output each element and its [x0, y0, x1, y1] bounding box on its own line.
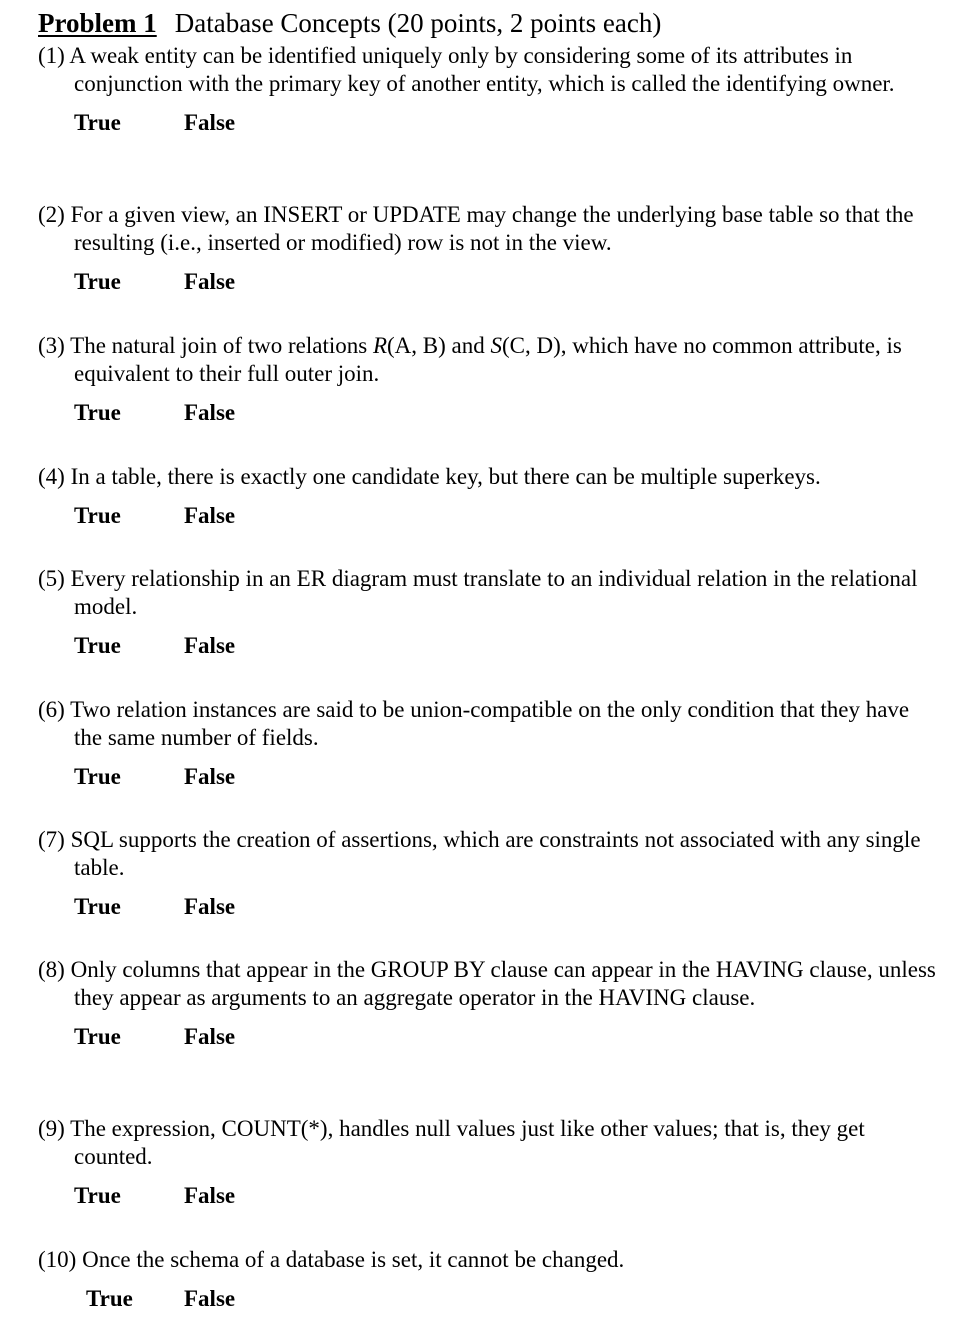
- question-text: [38, 826, 938, 882]
- true-option[interactable]: True: [74, 503, 121, 528]
- answer-options: [38, 1183, 938, 1211]
- question-number: (6): [38, 697, 65, 722]
- question-body: SQL supports the creation of assertions, which are constraints not associated with any single table.: [70, 827, 921, 880]
- question-text: [38, 1246, 938, 1274]
- question-number: (2): [38, 202, 65, 227]
- question-text: [38, 696, 938, 752]
- question-body: For a given view, an INSERT or UPDATE may change the underlying base table so that the resulting (i.e., inserted or modified) row is not in the view.: [70, 202, 914, 255]
- false-option[interactable]: False: [184, 894, 236, 919]
- question-number: (8): [38, 957, 65, 982]
- true-option[interactable]: True: [74, 110, 121, 135]
- question-text: [38, 201, 938, 257]
- question-body-end: (C, D), which have no common attribute, is equivalent to their full outer join.: [74, 333, 902, 386]
- question-number: (1): [38, 43, 65, 68]
- answer-options: [38, 764, 938, 792]
- relation-s: S: [490, 333, 502, 358]
- answer-options: [38, 400, 938, 428]
- answer-options: [38, 1286, 938, 1314]
- question-body: Every relationship in an ER diagram must translate to an individual relation in the relational model.: [70, 566, 918, 619]
- question-3: [38, 332, 938, 428]
- question-4: [38, 463, 938, 531]
- question-7: [38, 826, 938, 922]
- question-number: (5): [38, 566, 65, 591]
- false-option[interactable]: False: [184, 764, 236, 789]
- question-body: A weak entity can be identified uniquely only by considering some of its attributes in conjunction with the primary key of another entity, which is called the identifying owner.: [69, 43, 895, 96]
- false-option[interactable]: False: [184, 1183, 236, 1208]
- answer-options: [38, 1024, 938, 1052]
- question-number: (7): [38, 827, 65, 852]
- question-text: [38, 956, 938, 1012]
- question-text: [38, 463, 938, 491]
- true-option[interactable]: True: [74, 894, 121, 919]
- question-6: [38, 696, 938, 792]
- problem-label: Problem 1: [38, 8, 157, 38]
- true-option[interactable]: True: [74, 1183, 121, 1208]
- false-option[interactable]: False: [184, 633, 236, 658]
- question-5: [38, 565, 938, 661]
- question-body-start: The natural join of two relations: [70, 333, 373, 358]
- problem-header: [38, 8, 661, 39]
- question-body-mid: (A, B) and: [387, 333, 491, 358]
- false-option[interactable]: False: [184, 503, 236, 528]
- question-10: [38, 1246, 938, 1314]
- true-option[interactable]: True: [74, 400, 121, 425]
- question-number: (4): [38, 464, 65, 489]
- question-1: [38, 42, 938, 138]
- false-option[interactable]: False: [184, 400, 236, 425]
- problem-title: Database Concepts (20 points, 2 points each): [174, 8, 662, 38]
- relation-r: R: [372, 333, 387, 358]
- question-9: [38, 1115, 938, 1211]
- answer-options: [38, 633, 938, 661]
- true-option[interactable]: True: [74, 269, 121, 294]
- question-body: Only columns that appear in the GROUP BY clause can appear in the HAVING clause, unless they appear as arguments to an aggregate operator in the HAVING clause.: [70, 957, 936, 1010]
- question-body: The expression, COUNT(*), handles null values just like other values; that is, they get counted.: [70, 1116, 865, 1169]
- false-option[interactable]: False: [184, 1286, 236, 1311]
- question-text: [38, 1115, 938, 1171]
- true-option[interactable]: True: [74, 1024, 121, 1049]
- question-text: [38, 565, 938, 621]
- question-body: Two relation instances are said to be union-compatible on the only condition that they have the same number of fields.: [70, 697, 910, 750]
- answer-options: [38, 503, 938, 531]
- false-option[interactable]: False: [184, 1024, 236, 1049]
- false-option[interactable]: False: [184, 269, 236, 294]
- question-number: (3): [38, 333, 65, 358]
- question-number: (9): [38, 1116, 65, 1141]
- question-body: Once the schema of a database is set, it cannot be changed.: [82, 1247, 625, 1272]
- answer-options: [38, 110, 938, 138]
- question-text: [38, 332, 938, 388]
- question-body: In a table, there is exactly one candidate key, but there can be multiple superkeys.: [70, 464, 821, 489]
- question-8: [38, 956, 938, 1052]
- question-2: [38, 201, 938, 297]
- answer-options: [38, 894, 938, 922]
- true-option[interactable]: True: [74, 764, 121, 789]
- true-option[interactable]: True: [74, 633, 121, 658]
- question-number: (10): [38, 1247, 77, 1272]
- false-option[interactable]: False: [184, 110, 236, 135]
- true-option[interactable]: True: [86, 1286, 133, 1311]
- question-text: [38, 42, 938, 98]
- answer-options: [38, 269, 938, 297]
